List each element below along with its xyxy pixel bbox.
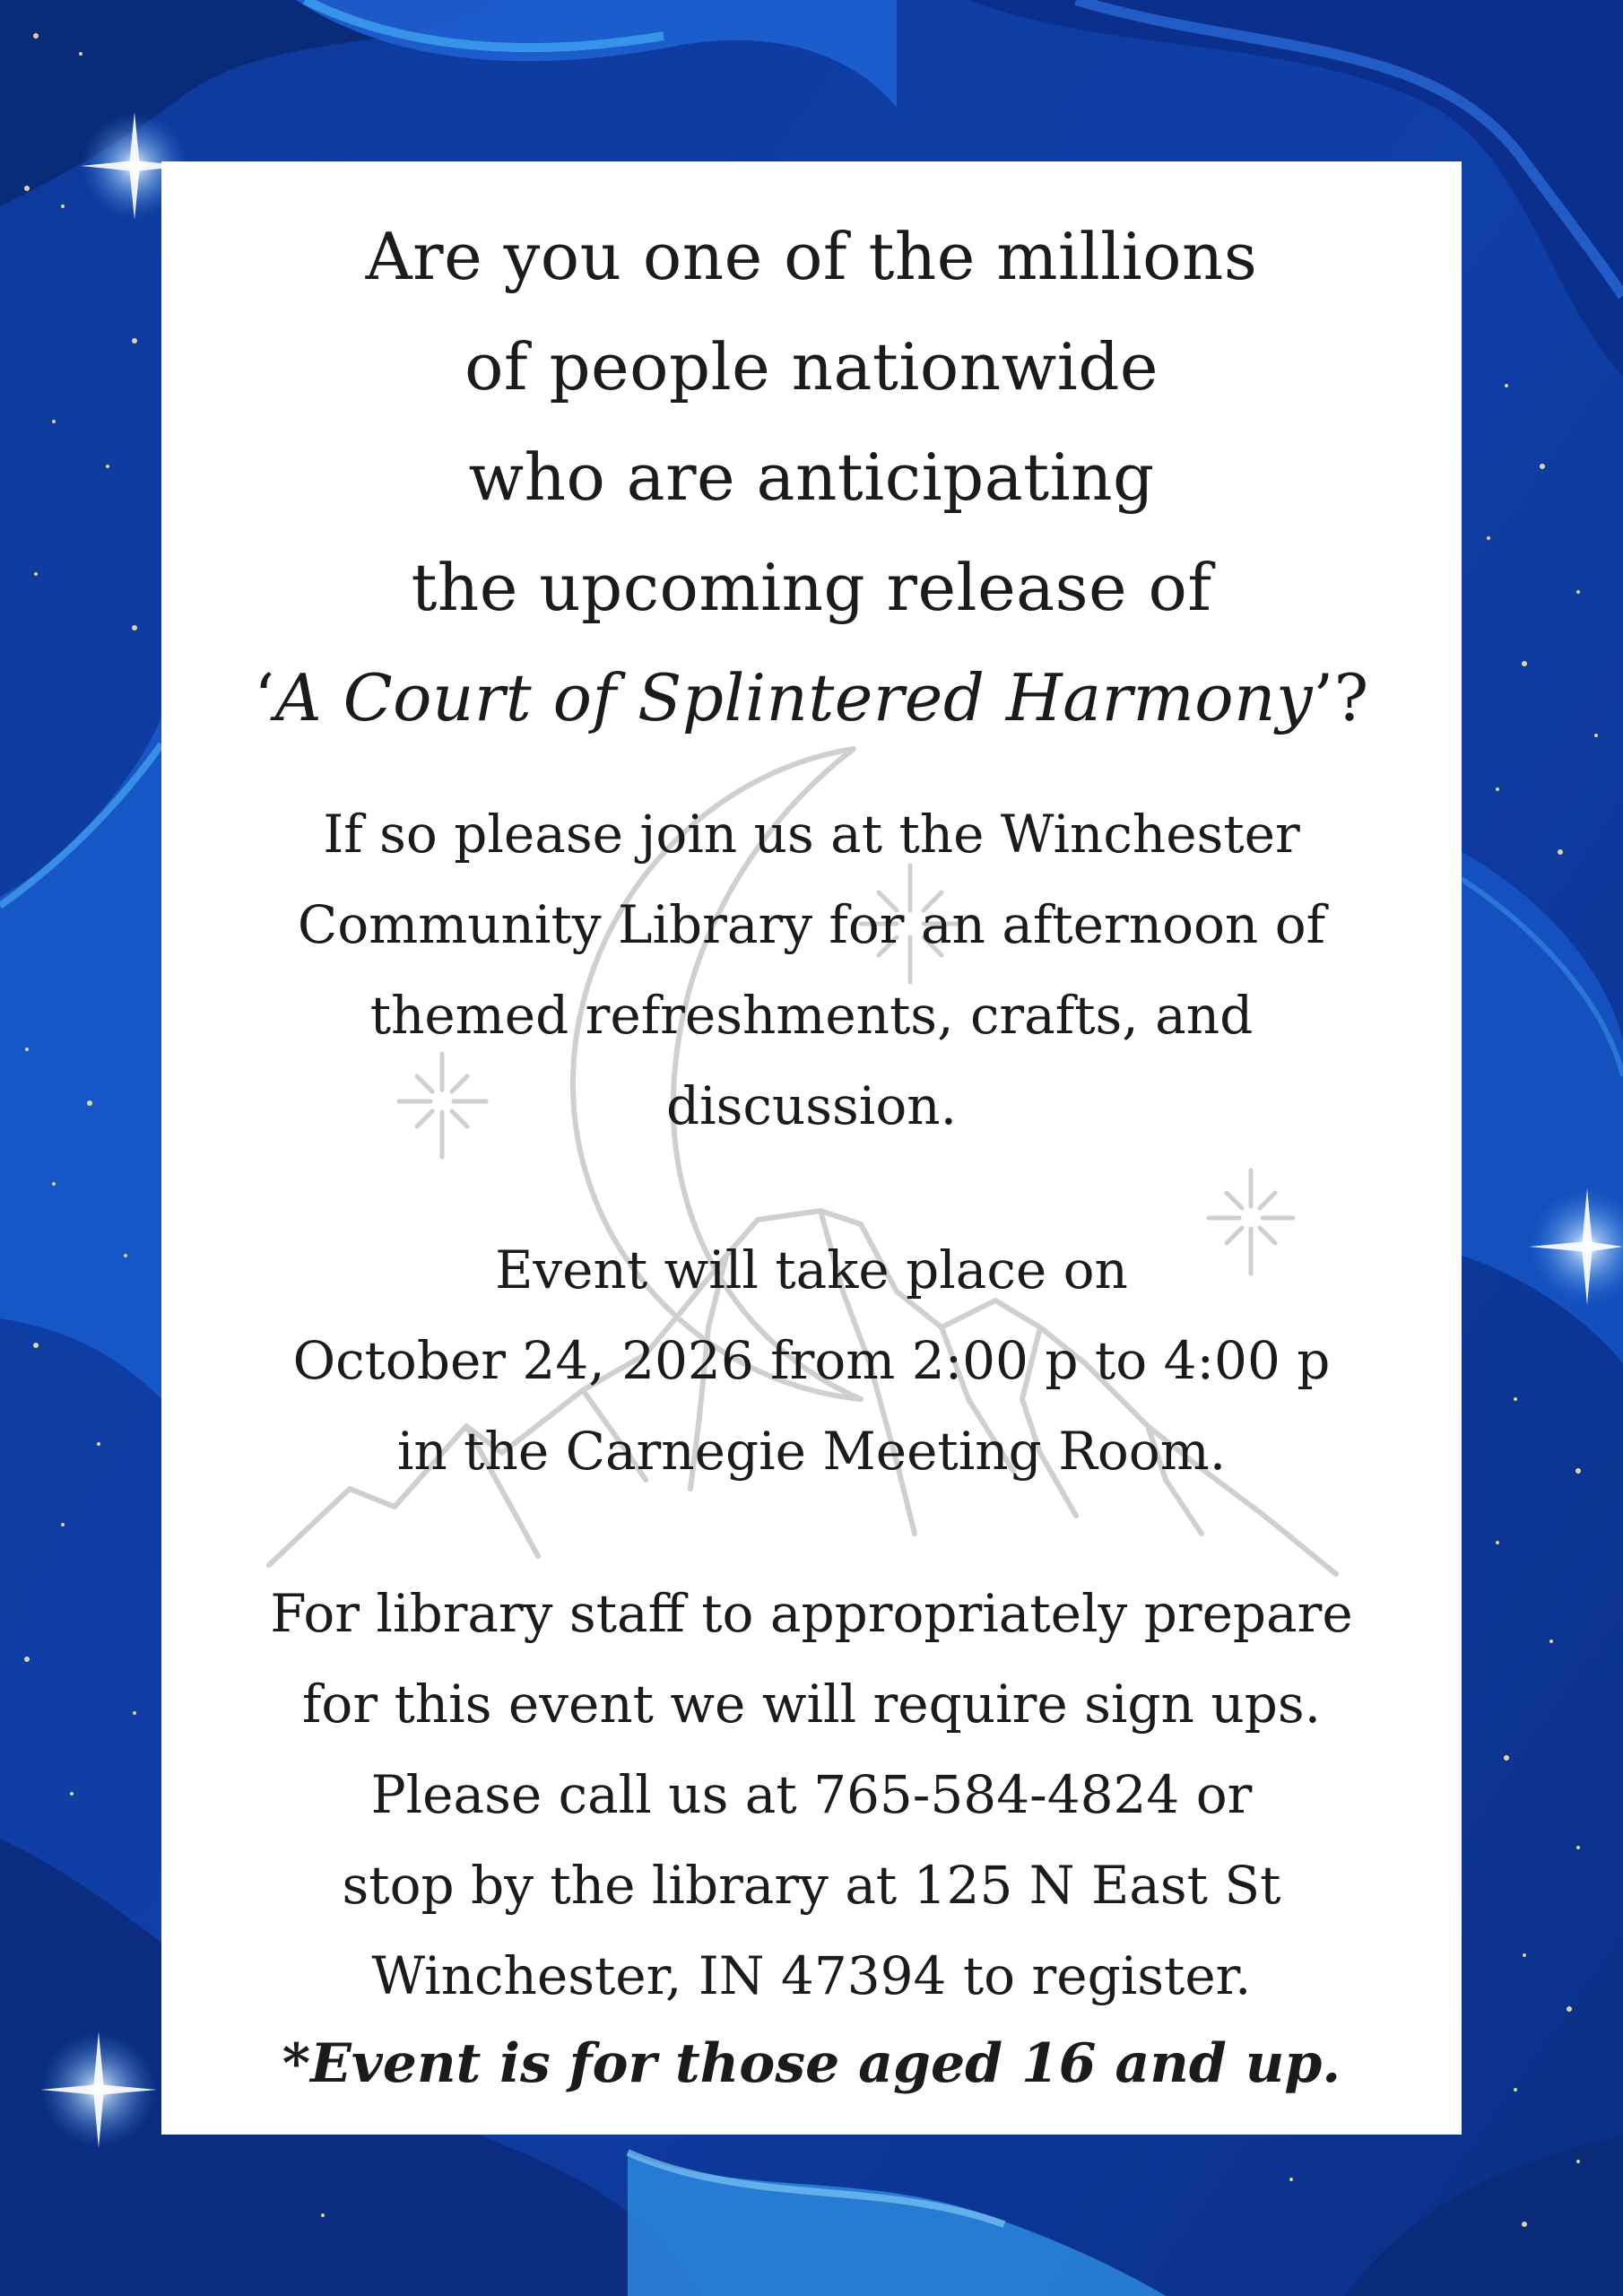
event-location: in the Carnegie Meeting Room. bbox=[396, 1421, 1227, 1482]
event-details-line-1: Event will take place on bbox=[495, 1239, 1128, 1300]
registration-phone: Please call us at 765-584-4824 or bbox=[370, 1764, 1253, 1825]
event-date-time: October 24, 2026 from 2:00 p to 4:00 p bbox=[292, 1330, 1331, 1391]
event-details-paragraph bbox=[161, 1225, 1462, 1497]
headline-quote-open: ‘ bbox=[254, 660, 275, 735]
registration-city: Winchester, IN 47394 to register. bbox=[371, 1945, 1252, 2006]
invitation-line-3: themed refreshments, crafts, and bbox=[369, 985, 1254, 1046]
headline bbox=[161, 161, 1462, 753]
registration-line-1: For library staff to appropriately prepare bbox=[270, 1583, 1353, 1644]
invitation-line-4: discussion. bbox=[665, 1075, 958, 1136]
headline-line-3: who are anticipating bbox=[468, 439, 1155, 515]
invitation-paragraph bbox=[161, 789, 1462, 1152]
age-requirement-note: *Event is for those aged 16 and up. bbox=[282, 2032, 1341, 2095]
invitation-line-2: Community Library for an afternoon of bbox=[297, 894, 1326, 955]
registration-paragraph bbox=[161, 1569, 1462, 2022]
headline-line-1: Are you one of the millions bbox=[365, 219, 1258, 294]
registration-address: stop by the library at 125 N East St bbox=[342, 1855, 1281, 1916]
headline-quote-close: ’? bbox=[1313, 660, 1369, 735]
flyer-panel bbox=[161, 161, 1462, 2135]
headline-line-2: of people nationwide bbox=[464, 329, 1159, 404]
invitation-line-1: If so please join us at the Winchester bbox=[323, 804, 1300, 865]
headline-line-4: the upcoming release of bbox=[411, 550, 1212, 625]
flyer-content bbox=[161, 161, 1462, 2107]
registration-line-2: for this event we will require sign ups. bbox=[301, 1674, 1322, 1735]
book-title: A Court of Splintered Harmony bbox=[274, 660, 1314, 735]
